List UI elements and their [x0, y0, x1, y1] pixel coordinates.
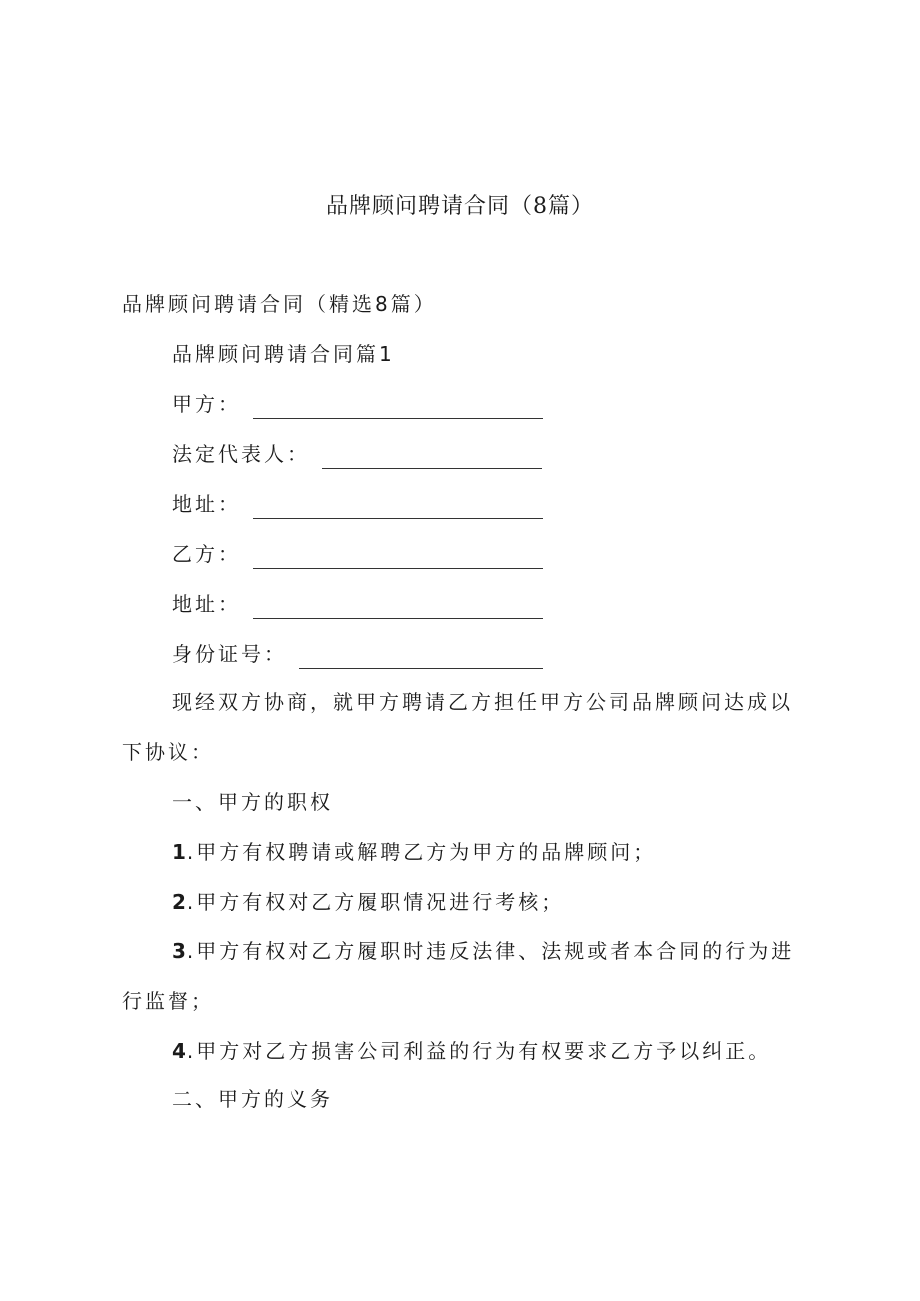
field-label: 甲方： — [172, 392, 241, 416]
clause-number: 1 — [172, 840, 187, 864]
field-label: 地址： — [172, 592, 241, 616]
clause-number: 2 — [172, 890, 187, 914]
clause-2 — [172, 887, 564, 917]
blank-line — [253, 396, 543, 419]
field-label: 法定代表人： — [172, 442, 310, 466]
clause-3 — [172, 936, 794, 966]
clause-3-continued: 行监督； — [122, 989, 214, 1013]
blank-line — [253, 596, 543, 619]
intro-paragraph-continued: 下协议： — [122, 740, 214, 764]
clause-text: .甲方有权对乙方履职时违反法律、法规或者本合同的行为进 — [186, 939, 795, 963]
party-a-field — [172, 389, 543, 419]
document-subtitle: 品牌顾问聘请合同（精选8篇） — [122, 292, 437, 316]
blank-line — [253, 496, 543, 519]
legal-representative-field — [172, 439, 542, 469]
clause-text: .甲方对乙方损害公司利益的行为有权要求乙方予以纠正。 — [186, 1039, 772, 1063]
clause-1 — [172, 837, 656, 867]
clause-4 — [172, 1036, 771, 1066]
clause-text: .甲方有权对乙方履职情况进行考核； — [186, 890, 565, 914]
intro-paragraph: 现经双方协商，就甲方聘请乙方担任甲方公司品牌顾问达成以 — [172, 690, 793, 714]
field-label: 身份证号： — [172, 642, 287, 666]
field-label: 乙方： — [172, 542, 241, 566]
clause-text: .甲方有权聘请或解聘乙方为甲方的品牌顾问； — [186, 840, 657, 864]
part-two-heading: 二、甲方的义务 — [172, 1087, 333, 1111]
blank-line — [299, 646, 543, 669]
id-number-field — [172, 639, 543, 669]
blank-line — [253, 546, 543, 569]
part-one-heading: 一、甲方的职权 — [172, 790, 333, 814]
party-b-address-field — [172, 589, 543, 619]
party-a-address-field — [172, 489, 543, 519]
section-heading: 品牌顾问聘请合同篇1 — [172, 342, 395, 366]
page-title: 品牌顾问聘请合同（8篇） — [326, 194, 594, 219]
clause-number: 4 — [172, 1039, 187, 1063]
field-label: 地址： — [172, 492, 241, 516]
blank-line — [322, 446, 542, 469]
party-b-field — [172, 539, 543, 569]
clause-number: 3 — [172, 939, 187, 963]
